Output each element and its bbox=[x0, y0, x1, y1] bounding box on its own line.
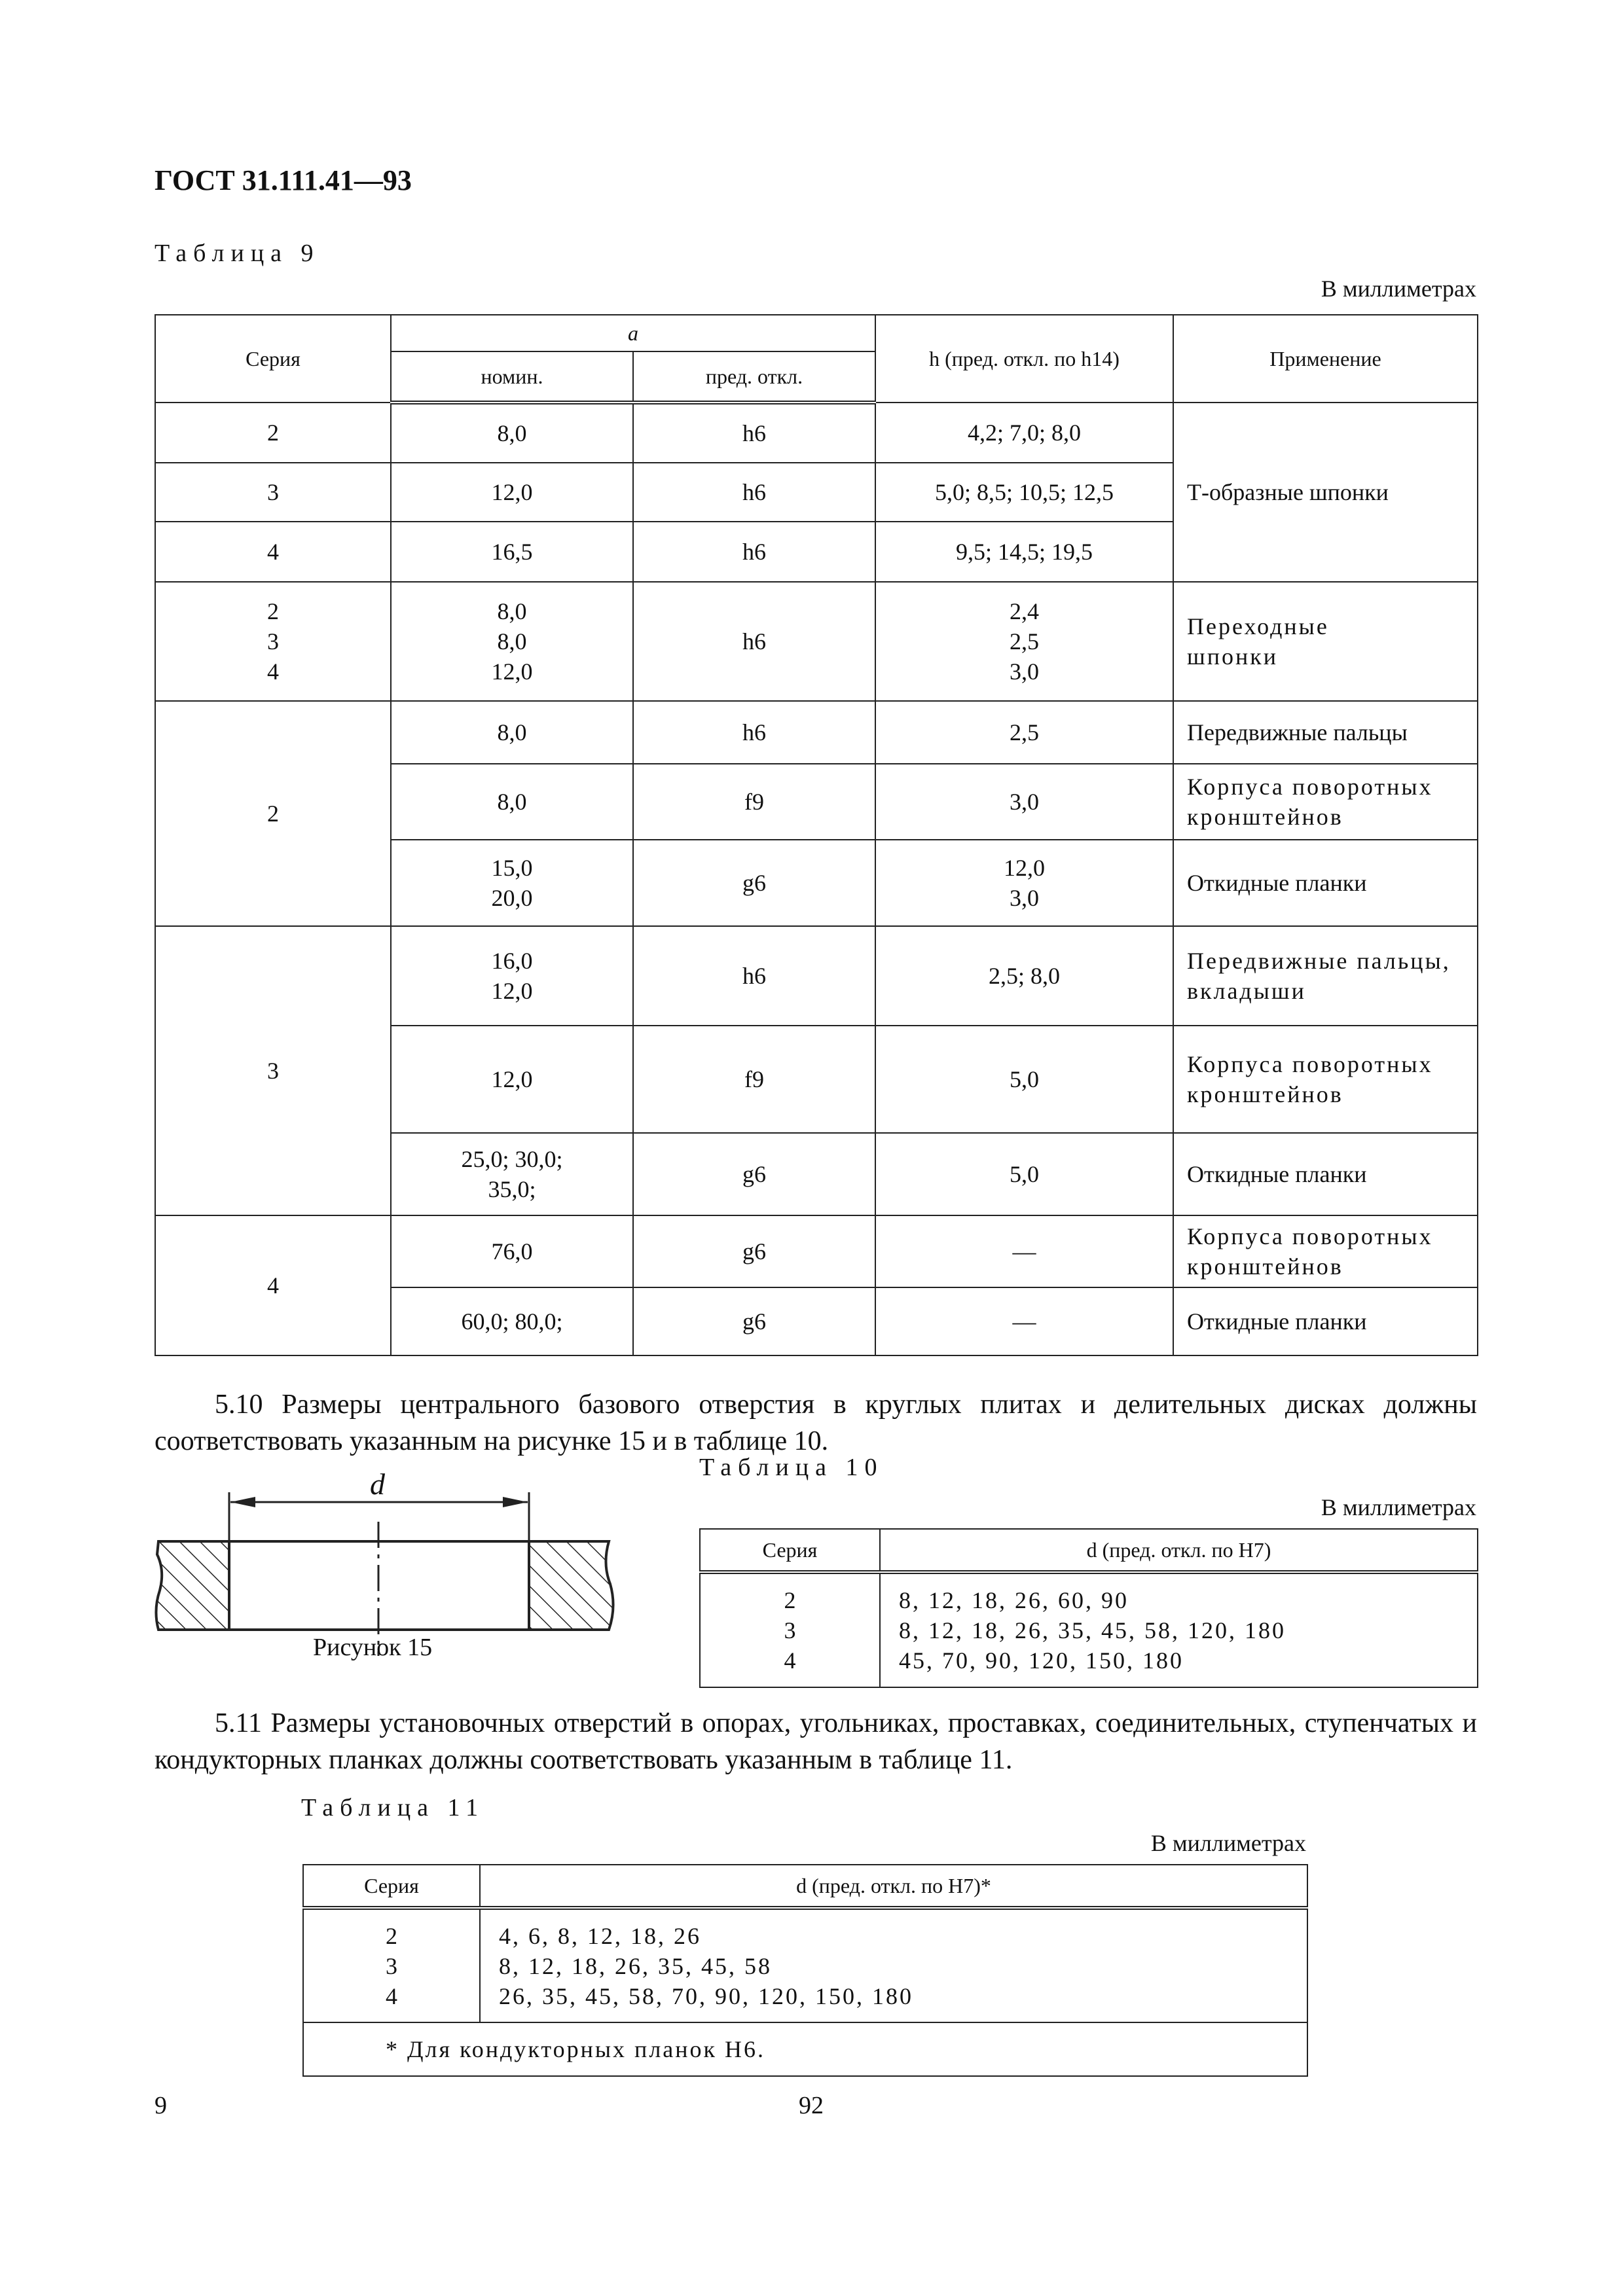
t9-header-a-nom: номин. bbox=[391, 351, 633, 403]
table11-caption: Таблица 11 bbox=[301, 1794, 485, 1821]
table-row bbox=[303, 1908, 1307, 2022]
t9-application: Т-образные шпонки bbox=[1173, 403, 1478, 582]
t9-a-dev: h6 bbox=[633, 701, 875, 764]
t10-series: 2 3 4 bbox=[700, 1572, 880, 1687]
table-row bbox=[155, 582, 1478, 701]
t9-application: Корпуса поворотных кронштейнов bbox=[1173, 764, 1478, 840]
t11-header-d: d (пред. откл. по H7)* bbox=[480, 1865, 1307, 1908]
footer-page-left: 9 bbox=[155, 2092, 167, 2119]
document-title: ГОСТ 31.111.41—93 bbox=[155, 164, 412, 196]
t9-application: Корпуса поворотных кронштейнов bbox=[1173, 1026, 1478, 1133]
t9-h: 9,5; 14,5; 19,5 bbox=[875, 522, 1173, 582]
t9-series: 4 bbox=[155, 1215, 391, 1355]
t9-a-nom: 15,0 20,0 bbox=[391, 840, 633, 926]
t11-footnote: * Для кондукторных планок Н6. bbox=[303, 2022, 1307, 2076]
t9-h: 12,0 3,0 bbox=[875, 840, 1173, 926]
t9-a-dev: f9 bbox=[633, 1026, 875, 1133]
t9-h: 5,0; 8,5; 10,5; 12,5 bbox=[875, 463, 1173, 522]
t9-application: Корпуса поворотных кронштейнов bbox=[1173, 1215, 1478, 1287]
t9-application: Передвижные пальцы, вкладыши bbox=[1173, 926, 1478, 1026]
t9-a-nom: 16,0 12,0 bbox=[391, 926, 633, 1026]
t9-series: 3 bbox=[155, 926, 391, 1215]
t9-a-nom: 25,0; 30,0; 35,0; bbox=[391, 1133, 633, 1215]
t9-a-nom: 12,0 bbox=[391, 463, 633, 522]
t9-a-nom: 16,5 bbox=[391, 522, 633, 582]
t10-header-series: Серия bbox=[700, 1529, 880, 1572]
t9-h: 3,0 bbox=[875, 764, 1173, 840]
t9-application: Передвижные пальцы bbox=[1173, 701, 1478, 764]
t9-a-dev: h6 bbox=[633, 926, 875, 1026]
t11-header-series: Серия bbox=[303, 1865, 480, 1908]
t11-values: 4, 6, 8, 12, 18, 26 8, 12, 18, 26, 35, 45, 58 26, 35, 45, 58, 70, 90, 120, 150, 180 bbox=[480, 1908, 1307, 2022]
t9-a-dev: h6 bbox=[633, 463, 875, 522]
t9-series: 3 bbox=[155, 463, 391, 522]
paragraph-5-11: 5.11 Размеры установочных отверстий в опорах, угольниках, проставках, соединительных, ступенчатых и кондукторных планках должны соответствовать указанным в таблице 11. bbox=[155, 1708, 1477, 1775]
t9-a-dev: g6 bbox=[633, 840, 875, 926]
t9-h: — bbox=[875, 1287, 1173, 1355]
t9-a-nom: 12,0 bbox=[391, 1026, 633, 1133]
t9-h: 5,0 bbox=[875, 1026, 1173, 1133]
t9-header-a: a bbox=[391, 315, 875, 351]
t9-h: 2,5; 8,0 bbox=[875, 926, 1173, 1026]
t9-header-series: Серия bbox=[155, 315, 391, 403]
t9-application: Откидные планки bbox=[1173, 1133, 1478, 1215]
paragraph-5-10: 5.10 Размеры центрального базового отверстия в круглых плитах и делительных дисках должны соответствовать указанным на рисунке 15 и в таблице 10. bbox=[155, 1390, 1477, 1456]
t9-application: Откидные планки bbox=[1173, 1287, 1478, 1355]
t9-h: 2,5 bbox=[875, 701, 1173, 764]
table11 bbox=[302, 1864, 1308, 2077]
table9-units: В миллиметрах bbox=[1321, 276, 1476, 302]
t9-series: 2 3 4 bbox=[155, 582, 391, 701]
table-row bbox=[155, 701, 1478, 764]
t9-a-nom: 60,0; 80,0; bbox=[391, 1287, 633, 1355]
t9-h: — bbox=[875, 1215, 1173, 1287]
footer-page-number: 92 bbox=[799, 2092, 824, 2119]
t9-a-nom: 8,0 bbox=[391, 764, 633, 840]
table-row bbox=[155, 926, 1478, 1026]
table9-caption: Таблица 9 bbox=[155, 240, 320, 267]
t9-a-nom: 8,0 bbox=[391, 701, 633, 764]
t9-a-nom: 8,0 8,0 12,0 bbox=[391, 582, 633, 701]
table10-caption: Таблица 10 bbox=[699, 1454, 884, 1481]
t9-a-dev: h6 bbox=[633, 522, 875, 582]
table-row bbox=[155, 403, 1478, 463]
figure-15-caption: Рисунок 15 bbox=[313, 1634, 433, 1661]
table-row bbox=[155, 1215, 1478, 1287]
t9-application: Переходные шпонки bbox=[1173, 582, 1478, 701]
t9-a-nom: 76,0 bbox=[391, 1215, 633, 1287]
table10-units: В миллиметрах bbox=[1321, 1494, 1476, 1520]
table10 bbox=[699, 1528, 1478, 1688]
table-row bbox=[700, 1572, 1478, 1687]
t9-series: 4 bbox=[155, 522, 391, 582]
table11-units: В миллиметрах bbox=[1150, 1830, 1306, 1856]
t9-series: 2 bbox=[155, 403, 391, 463]
t11-series: 2 3 4 bbox=[303, 1908, 480, 2022]
t9-application: Откидные планки bbox=[1173, 840, 1478, 926]
t9-series: 2 bbox=[155, 701, 391, 926]
t9-a-dev: h6 bbox=[633, 582, 875, 701]
t9-a-dev: g6 bbox=[633, 1133, 875, 1215]
table9 bbox=[155, 314, 1478, 1356]
t9-h: 2,4 2,5 3,0 bbox=[875, 582, 1173, 701]
t10-values: 8, 12, 18, 26, 60, 90 8, 12, 18, 26, 35, 45, 58, 120, 180 45, 70, 90, 120, 150, 180 bbox=[880, 1572, 1478, 1687]
table-row bbox=[303, 2022, 1307, 2076]
t9-header-a-dev: пред. откл. bbox=[633, 351, 875, 403]
t9-a-dev: g6 bbox=[633, 1215, 875, 1287]
t9-header-application: Применение bbox=[1173, 315, 1478, 403]
t10-header-d: d (пред. откл. по H7) bbox=[880, 1529, 1478, 1572]
t9-a-nom: 8,0 bbox=[391, 403, 633, 463]
t9-h: 5,0 bbox=[875, 1133, 1173, 1215]
t9-h: 4,2; 7,0; 8,0 bbox=[875, 403, 1173, 463]
t9-a-dev: f9 bbox=[633, 764, 875, 840]
t9-header-h: h (пред. откл. по h14) bbox=[875, 315, 1173, 403]
t9-a-dev: g6 bbox=[633, 1287, 875, 1355]
dimension-label-d: d bbox=[370, 1473, 385, 1501]
t9-a-dev: h6 bbox=[633, 403, 875, 463]
